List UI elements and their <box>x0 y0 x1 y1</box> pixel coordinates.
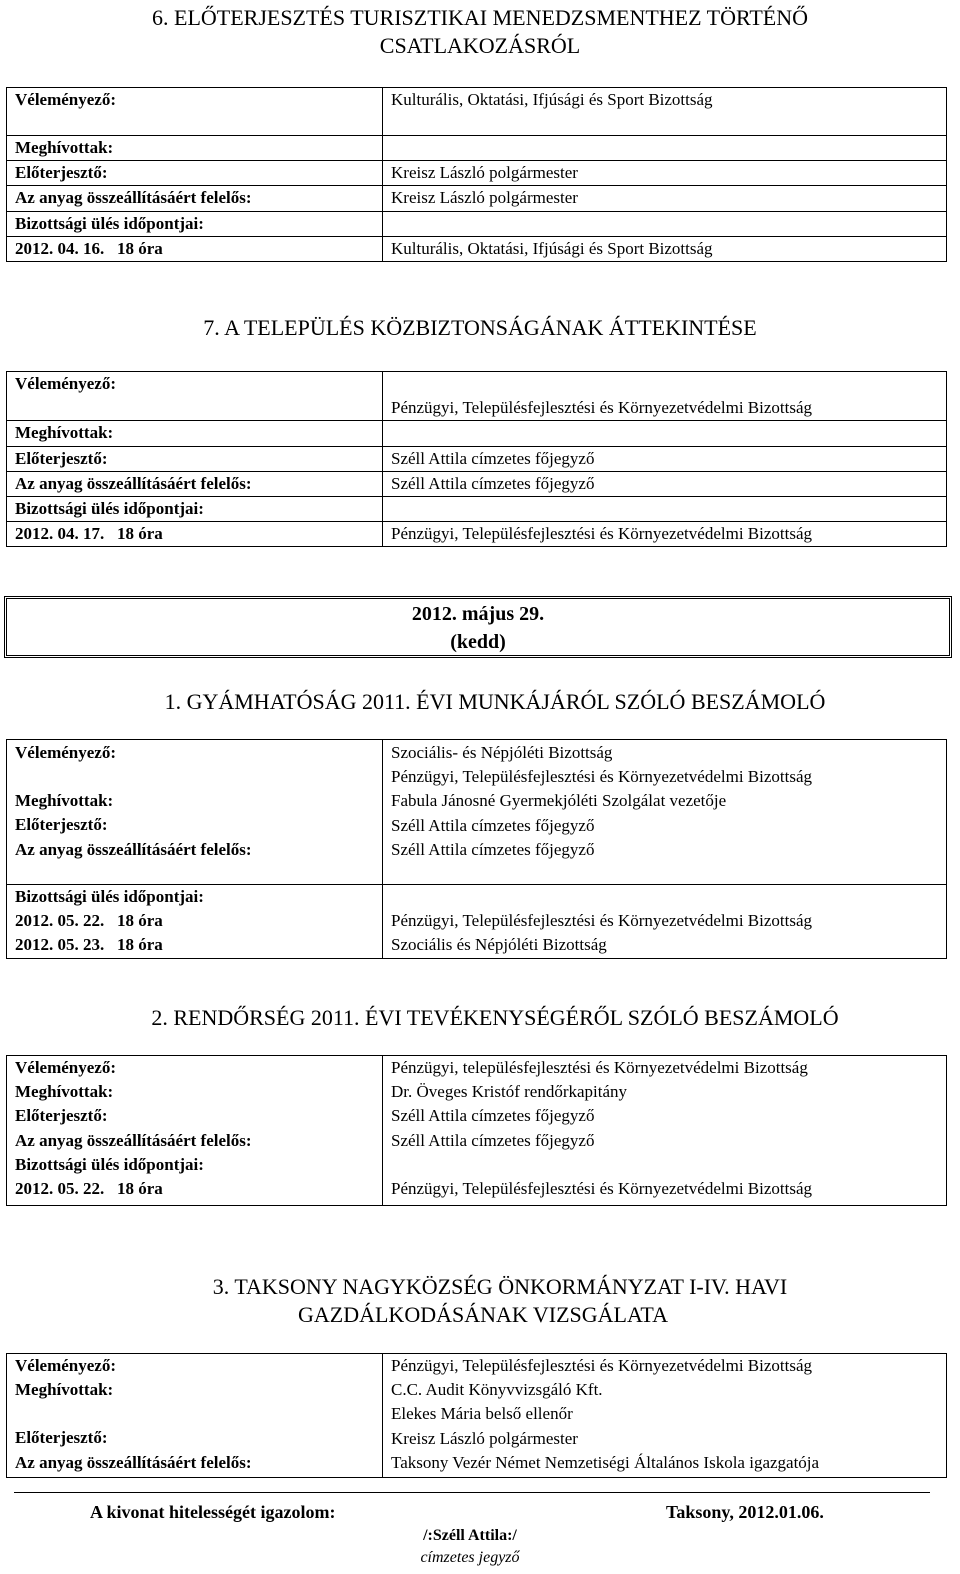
section-6-title-line2: CSATLAKOZÁSRÓL <box>379 33 581 58</box>
item-3-title-line2: GAZDÁLKODÁSÁNAK VIZSGÁLATA <box>298 1302 668 1327</box>
value-felelos: Széll Attila címzetes főjegyző <box>391 1130 595 1150</box>
section-6-title-line1: 6. ELŐTERJESZTÉS TURISZTIKAI MENEDZSMENTHEZ TÖRTÉNŐ <box>152 5 808 30</box>
label-meghivottak: Meghívottak: <box>7 421 383 446</box>
label-felelos: Az anyag összeállításáért felelős: <box>15 1130 252 1150</box>
value-velemenyezo-2: Pénzügyi, Településfejlesztési és Környezetvédelmi Bizottság <box>391 767 813 787</box>
value-felelos: Széll Attila címzetes főjegyző <box>383 471 947 496</box>
label-meghivottak: Meghívottak: <box>15 1380 114 1400</box>
value-felelos: Széll Attila címzetes főjegyző <box>391 839 595 859</box>
label-eloterjeszto: Előterjesztő: <box>7 446 383 471</box>
item-1-top-labels <box>7 740 383 885</box>
label-ules-datum: 2012. 04. 17. 18 óra <box>7 522 383 547</box>
item-2-values <box>383 1056 947 1206</box>
meeting-date-box <box>4 596 952 658</box>
label-velemenyezo: Véleményező: <box>15 1058 117 1077</box>
value-ules-bizottsag: Pénzügyi, Településfejlesztési és Környezetvédelmi Bizottság <box>391 1178 813 1198</box>
item-1-table <box>6 739 947 959</box>
section-7-title: 7. A TELEPÜLÉS KÖZBIZTONSÁGÁNAK ÁTTEKINTÉSE <box>203 315 757 340</box>
value-felelos: Taksony Vezér Német Nemzetiségi Általános Iskola igazgatója <box>391 1452 820 1472</box>
item-2-labels <box>7 1056 383 1206</box>
label-ules-datum: 2012. 04. 16. 18 óra <box>7 236 383 261</box>
value-eloterjeszto: Széll Attila címzetes főjegyző <box>391 815 595 835</box>
label-ules-datum-1: 2012. 05. 22. 18 óra <box>15 911 163 931</box>
label-meghivottak: Meghívottak: <box>7 136 383 161</box>
item-1-bottom-values <box>383 885 947 959</box>
meeting-date: 2012. május 29. <box>411 603 545 625</box>
value-ules-idopontjai <box>391 885 946 909</box>
footer-divider <box>14 1492 930 1493</box>
value-meghivottak-1: C.C. Audit Könyvvizsgáló Kft. <box>391 1380 603 1400</box>
label-velemenyezo: Véleményező: <box>7 88 383 136</box>
value-meghivottak-2: Elekes Mária belső ellenőr <box>391 1404 573 1424</box>
label-ules-idopontjai: Bizottsági ülés időpontjai: <box>7 211 383 236</box>
value-velemenyezo: Kulturális, Oktatási, Ifjúsági és Sport Bizottság <box>383 88 947 136</box>
label-velemenyezo: Véleményező: <box>15 1356 117 1375</box>
label-eloterjeszto: Előterjesztő: <box>15 1428 108 1448</box>
label-eloterjeszto: Előterjesztő: <box>7 161 383 186</box>
value-velemenyezo: Pénzügyi, Településfejlesztési és Környezetvédelmi Bizottság <box>383 396 947 421</box>
certify-text: A kivonat hitelességét igazolom: <box>90 1502 336 1522</box>
item-3-title-line1: 3. TAKSONY NAGYKÖZSÉG ÖNKORMÁNYZAT I-IV. HAVI <box>212 1274 788 1299</box>
value-ules-idopontjai <box>383 211 947 236</box>
value-velemenyezo: Pénzügyi, Településfejlesztési és Környezetvédelmi Bizottság <box>391 1356 813 1375</box>
label-felelos: Az anyag összeállításáért felelős: <box>15 1452 252 1472</box>
value-meghivottak <box>383 421 947 446</box>
label-felelos: Az anyag összeállításáért felelős: <box>7 471 383 496</box>
label-velemenyezo: Véleményező: <box>15 743 117 762</box>
place-date: Taksony, 2012.01.06. <box>666 1502 824 1522</box>
section-6-title <box>0 4 960 60</box>
value-ules-bizottsag-1: Pénzügyi, Településfejlesztési és Környezetvédelmi Bizottság <box>391 911 813 930</box>
label-ules-idopontjai: Bizottsági ülés időpontjai: <box>15 1154 204 1174</box>
item-2-table <box>6 1055 947 1206</box>
value-eloterjeszto: Kreisz László polgármester <box>383 161 947 186</box>
value-meghivottak: Dr. Öveges Kristóf rendőrkapitány <box>391 1082 628 1102</box>
label-ules-datum: 2012. 05. 22. 18 óra <box>15 1179 163 1199</box>
label-blank <box>15 1402 382 1426</box>
item-1-top-values <box>383 740 947 885</box>
item-3-labels <box>7 1354 383 1478</box>
value-ules-idopontjai <box>383 497 947 522</box>
label-meghivottak: Meghívottak: <box>15 791 114 811</box>
item-3-values <box>383 1354 947 1478</box>
item-3-table <box>6 1353 947 1478</box>
label-meghivottak: Meghívottak: <box>15 1082 114 1102</box>
value-ules-bizottsag-2: Szociális és Népjóléti Bizottság <box>391 935 607 955</box>
meeting-weekday: (kedd) <box>450 631 506 653</box>
value-meghivottak: Fabula Jánosné Gyermekjóléti Szolgálat vezetője <box>391 791 727 811</box>
item-1-bottom-labels <box>7 885 383 959</box>
signature-role: címzetes jegyző <box>420 1549 520 1566</box>
label-eloterjeszto: Előterjesztő: <box>15 1106 108 1126</box>
value-ules-bizottsag: Kulturális, Oktatási, Ifjúsági és Sport Bizottság <box>383 236 947 261</box>
value-velemenyezo: Pénzügyi, településfejlesztési és Környezetvédelmi Bizottság <box>391 1058 808 1077</box>
label-felelos: Az anyag összeállításáért felelős: <box>7 186 383 211</box>
value-ules-bizottsag: Pénzügyi, Településfejlesztési és Környezetvédelmi Bizottság <box>383 522 947 547</box>
label-ules-idopontjai: Bizottsági ülés időpontjai: <box>15 887 204 906</box>
value-ules-idopontjai <box>391 1153 946 1177</box>
section-6-table <box>6 87 947 262</box>
value-meghivottak <box>383 136 947 161</box>
value-eloterjeszto: Kreisz László polgármester <box>391 1428 578 1448</box>
label-ules-datum-2: 2012. 05. 23. 18 óra <box>15 935 163 955</box>
signature: /:Széll Attila:/ <box>423 1527 517 1544</box>
label-felelos: Az anyag összeállításáért felelős: <box>15 839 252 859</box>
label-ules-idopontjai: Bizottsági ülés időpontjai: <box>7 497 383 522</box>
item-1-title: 1. GYÁMHATÓSÁG 2011. ÉVI MUNKÁJÁRÓL SZÓLÓ BESZÁMOLÓ <box>164 689 826 714</box>
value-velemenyezo-blank <box>383 372 947 397</box>
label-velemenyezo: Véleményező: <box>7 372 383 397</box>
value-velemenyezo-1: Szociális- és Népjóléti Bizottság <box>391 743 613 762</box>
value-eloterjeszto: Széll Attila címzetes főjegyző <box>391 1106 595 1126</box>
label-blank <box>15 765 382 789</box>
item-3-title <box>0 1273 960 1329</box>
value-felelos: Kreisz László polgármester <box>383 186 947 211</box>
item-2-title: 2. RENDŐRSÉG 2011. ÉVI TEVÉKENYSÉGÉRŐL SZÓLÓ BESZÁMOLÓ <box>151 1005 839 1030</box>
section-7-table <box>6 371 947 547</box>
label-eloterjeszto: Előterjesztő: <box>15 815 108 835</box>
label-blank <box>7 396 383 421</box>
value-eloterjeszto: Széll Attila címzetes főjegyző <box>383 446 947 471</box>
